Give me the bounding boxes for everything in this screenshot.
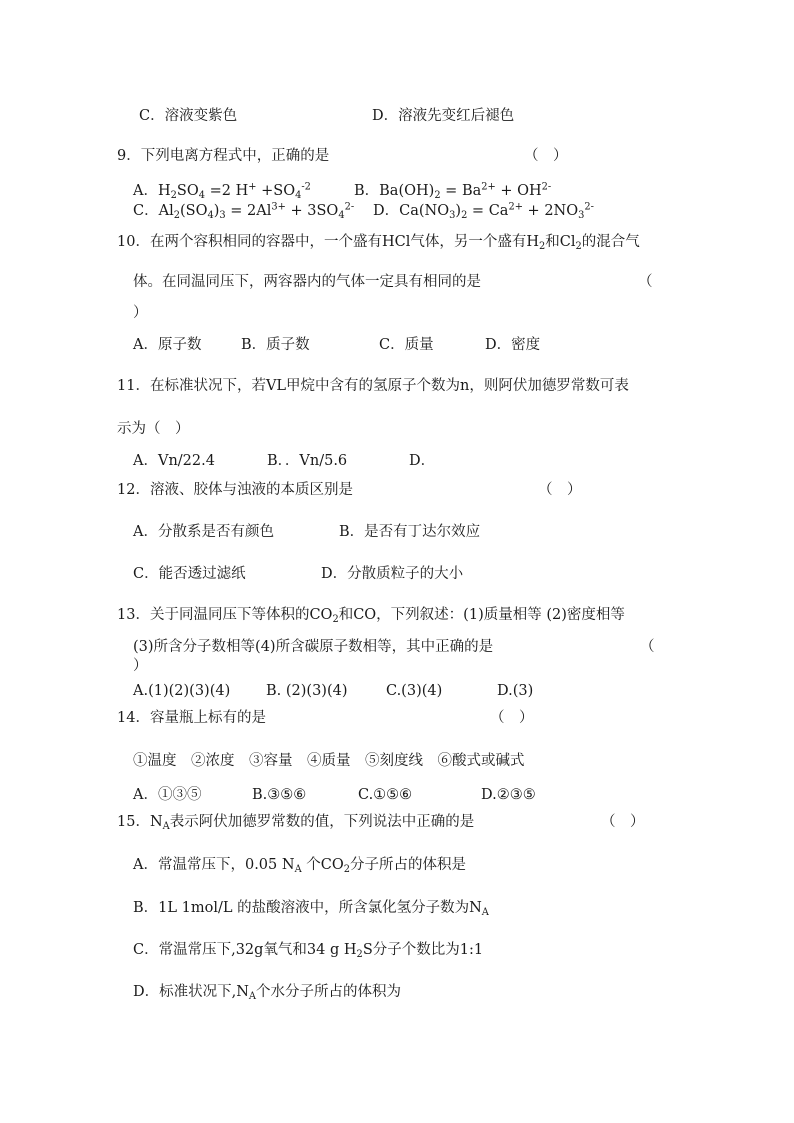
- q15-number: 15．: [117, 814, 150, 830]
- q15-paren: （ ）: [601, 814, 645, 830]
- q15-option-a: [133, 855, 466, 875]
- q12-option-b: B．是否有丁达尔效应: [339, 524, 481, 540]
- q9-option-b-label: B．: [354, 183, 380, 199]
- q9-option-a-formula: $H_2SO_4 =2$ $H^+ +SO_4^{-2}$: [157, 181, 311, 201]
- q15-option-d-text: D．标准状况下,: [133, 984, 237, 1000]
- q13-co2-formula: $CO_2$: [309, 607, 339, 625]
- q15-option-c-text: C．常温常压下,32g氧气和34 g: [133, 942, 340, 958]
- q10-paren-open: （: [638, 274, 653, 290]
- q10-paren-close: ）: [133, 305, 148, 321]
- q11-option-b: B．．Vn/5.6: [267, 453, 348, 469]
- q13-paren-open: （: [640, 639, 655, 655]
- q11-option-a: A．Vn/22.4: [133, 453, 215, 469]
- q15-option-a-end: 分子所占的体积是: [350, 857, 467, 873]
- q13-option-c: C.(3)(4): [386, 683, 443, 699]
- q9-option-d-formula: $Ca(NO_3)_2 = Ca^{2+} + 2NO_3^{2-}$: [399, 201, 594, 221]
- q10-h2-formula: $H_2$: [526, 234, 546, 252]
- q14-option-c: C.①⑤⑥: [358, 787, 413, 803]
- q15-stem: [117, 812, 474, 832]
- q12-option-d: D．分散质粒子的大小: [321, 566, 464, 582]
- q15-option-c-h2s: $H_2S$: [343, 942, 373, 960]
- q10-conjunction: 和: [545, 234, 560, 250]
- q14-paren: （ ）: [490, 710, 534, 726]
- q8-option-d: D．溶液先变红后褪色: [372, 108, 515, 124]
- q12-option-a: A．分散系是否有颜色: [133, 524, 274, 540]
- q13-option-b: B. (2)(3)(4): [266, 683, 348, 699]
- q10-option-b: B．质子数: [241, 337, 310, 353]
- q15-na-symbol: $N_A$: [149, 814, 170, 832]
- q15-option-a-measure: 个: [306, 857, 321, 873]
- q10-option-d: D．密度: [485, 337, 541, 353]
- q11-line1: 11．在标准状况下，若VL甲烷中含有的氢原子个数为n，则阿伏加德罗常数可表: [117, 378, 629, 394]
- q15-option-b-text: B．1L 1mol/L 的盐酸溶液中，所含氯化氢分子数为: [133, 900, 470, 916]
- q10-line1-end: 的混合气: [581, 234, 640, 250]
- q12-option-c: C．能否透过滤纸: [133, 566, 246, 582]
- q9-paren: （ ）: [524, 148, 568, 164]
- q15-option-d-end: 个水分子所占的体积为: [256, 984, 402, 1000]
- q14-option-b: B.③⑤⑥: [252, 787, 307, 803]
- q10-line1: [117, 232, 640, 252]
- q14-option-a: A．①③⑤: [133, 787, 202, 803]
- q10-line2: 体。在同温同压下，两容器内的气体一定具有相同的是: [133, 274, 481, 290]
- q15-option-d-na: $N_A$: [236, 984, 257, 1002]
- q13-line2: (3)所含分子数相等(4)所含碳原子数相等，其中正确的是: [133, 639, 494, 655]
- q11-line2: 示为（ ）: [117, 421, 190, 437]
- q14-option-d: D.②③⑤: [481, 787, 536, 803]
- q15-option-a-co2: $CO_2$: [320, 857, 351, 875]
- q12-paren: （ ）: [538, 482, 582, 498]
- q15-option-b: [133, 898, 489, 918]
- q15-option-c: [133, 940, 483, 960]
- q11-option-d: D．: [409, 453, 436, 469]
- q15-option-a-na: $N_A$: [281, 857, 302, 875]
- q14-stem: 14．容量瓶上标有的是: [117, 710, 266, 726]
- q9-option-d-label: D．: [373, 203, 400, 219]
- q9-option-d: [373, 201, 594, 221]
- q10-line1-text: 10．在两个容积相同的容器中，一个盛有HCl气体，另一个盛有: [117, 234, 527, 250]
- q13-option-a: A.(1)(2)(3)(4): [133, 683, 231, 699]
- q10-option-c: C．质量: [379, 337, 434, 353]
- q10-option-a: A．原子数: [133, 337, 202, 353]
- q13-line1-text: 13．关于同温同压下等体积的: [117, 607, 310, 623]
- q15-stem-text: 表示阿伏加德罗常数的值，下列说法中正确的是: [169, 814, 475, 830]
- q13-option-d: D.(3): [497, 683, 534, 699]
- q9-option-b: [354, 181, 551, 201]
- q9-option-a: [133, 181, 311, 201]
- q13-line1: [117, 605, 625, 625]
- q8-option-c: C．溶液变紫色: [139, 108, 238, 124]
- q15-option-a-text: A．常温常压下，0.05: [133, 857, 278, 873]
- q13-line1-end: 和CO，下列叙述：(1)质量相等 (2)密度相等: [338, 607, 625, 623]
- q15-option-d: [133, 982, 401, 1002]
- q15-option-c-end: 分子个数比为1:1: [372, 942, 484, 958]
- q12-stem: 12．溶液、胶体与浊液的本质区别是: [117, 482, 353, 498]
- q9-option-c-label: C．: [133, 203, 159, 219]
- q9-option-b-formula: $Ba(OH)_2 = Ba^{2+} + OH^{2-}$: [379, 181, 552, 201]
- q9-option-c-formula: $Al_2(SO_4)_3 = 2Al^{3+} + 3SO_4^{2-}$: [158, 201, 355, 221]
- q13-paren-close: ）: [133, 658, 148, 674]
- q15-option-b-na: $N_A$: [469, 900, 489, 918]
- q14-items: ①温度 ②浓度 ③容量 ④质量 ⑤刻度线 ⑥酸式或碱式: [133, 753, 525, 769]
- q9-option-c: [133, 201, 354, 221]
- q9-option-a-label: A．: [133, 183, 158, 199]
- q9-stem: 9．下列电离方程式中，正确的是: [117, 148, 330, 164]
- q10-cl2-formula: $Cl_2$: [559, 234, 582, 252]
